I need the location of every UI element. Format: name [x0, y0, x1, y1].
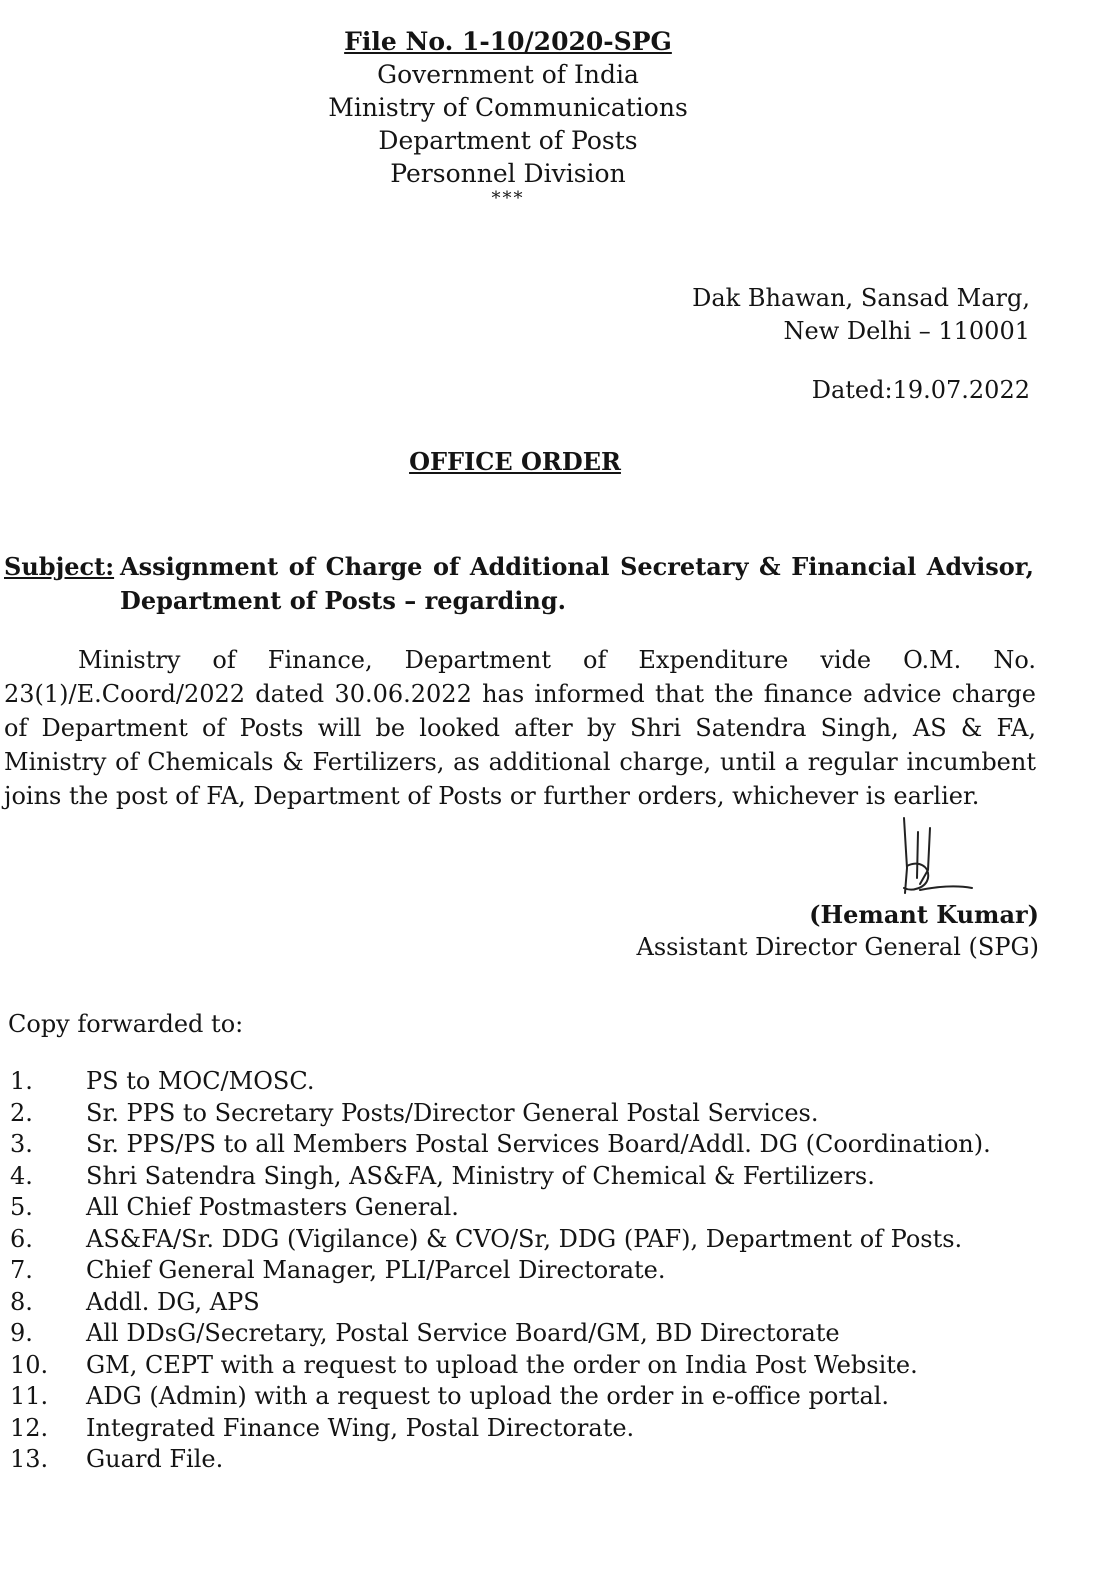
signature-image [890, 808, 990, 908]
subject-block [4, 550, 1034, 618]
list-item-number: 6. [10, 1224, 33, 1253]
signatory-block [637, 898, 1039, 964]
list-item [10, 1381, 1040, 1413]
body-paragraph [4, 643, 1036, 813]
subject-text: Assignment of Charge of Additional Secretary & Financial Advisor, Department of Posts – regarding. [120, 552, 1034, 615]
list-item-text: AS&FA/Sr. DDG (Vigilance) & CVO/Sr, DDG (PAF), Department of Posts. [86, 1224, 963, 1253]
list-item [10, 1192, 1040, 1224]
list-item [10, 1224, 1040, 1256]
address-line: Dak Bhawan, Sansad Marg, [692, 284, 1030, 312]
subject-label: Subject: [4, 552, 115, 581]
list-item-text: All Chief Postmasters General. [86, 1193, 459, 1221]
list-item-text: Sr. PPS to Secretary Posts/Director General Postal Services. [86, 1098, 819, 1127]
list-item-number: 9. [10, 1319, 33, 1347]
list-item-number: 12. [10, 1413, 49, 1442]
list-item [10, 1129, 1040, 1161]
list-item [10, 1413, 1040, 1445]
list-item [10, 1161, 1040, 1193]
list-item-text: Addl. DG, APS [86, 1287, 260, 1316]
list-item-text: PS to MOC/MOSC. [86, 1067, 315, 1095]
list-item-text: Sr. PPS/PS to all Members Postal Services Board/Addl. DG (Coordination). [86, 1130, 991, 1158]
letterhead-line: Ministry of Communications [328, 93, 688, 122]
list-item [10, 1066, 1040, 1098]
list-item-number: 3. [10, 1130, 33, 1158]
address-line: New Delhi – 110001 [783, 317, 1030, 345]
signatory-name: (Hemant Kumar) [809, 900, 1039, 929]
list-item [10, 1350, 1040, 1382]
copy-forwarded-list [10, 1066, 1040, 1476]
list-item [10, 1098, 1040, 1130]
list-item-text: GM, CEPT with a request to upload the order on India Post Website. [86, 1350, 918, 1379]
list-item-number: 7. [10, 1256, 33, 1284]
body-text: Ministry of Finance, Department of Expenditure vide O.M. No. 23(1)/E.Coord/2022 dated 30.06.2022 has informed that the finance advice charge of Department of Posts will be looked after by Shri Satendra Singh, AS & FA, Ministry of Chemicals & Fertilizers, as additional charge, until a regular incumbent joins the post of FA, Department of Posts or further orders, whichever is earlier. [4, 646, 1036, 810]
separator-stars: *** [491, 188, 525, 209]
list-item-number: 8. [10, 1287, 33, 1316]
list-item-number: 1. [10, 1067, 33, 1095]
list-item-number: 11. [10, 1382, 49, 1410]
list-item-text: Shri Satendra Singh, AS&FA, Ministry of Chemical & Fertilizers. [86, 1161, 875, 1190]
list-item-number: 2. [10, 1098, 33, 1127]
file-number: File No. 1-10/2020-SPG [344, 27, 672, 56]
list-item [10, 1287, 1040, 1319]
letterhead-line: Department of Posts [378, 126, 638, 155]
list-item-number: 5. [10, 1193, 33, 1221]
list-item-text: Chief General Manager, PLI/Parcel Directorate. [86, 1256, 666, 1284]
list-item-number: 13. [10, 1445, 49, 1473]
list-item-number: 10. [10, 1350, 49, 1379]
list-item-text: All DDsG/Secretary, Postal Service Board/GM, BD Directorate [86, 1319, 840, 1347]
list-item-text: ADG (Admin) with a request to upload the order in e-office portal. [86, 1382, 890, 1410]
list-item [10, 1255, 1040, 1287]
order-title: OFFICE ORDER [409, 447, 621, 476]
list-item-text: Guard File. [86, 1445, 224, 1473]
list-item [10, 1444, 1040, 1476]
letterhead-line: Personnel Division [390, 159, 626, 188]
date-value: 19.07.2022 [892, 376, 1030, 404]
letterhead-line: Government of India [377, 60, 639, 89]
date-line [812, 376, 1030, 404]
signatory-designation: Assistant Director General (SPG) [636, 933, 1039, 961]
letterhead [0, 25, 1016, 208]
list-item-number: 4. [10, 1161, 33, 1190]
date-label: Dated: [811, 376, 893, 404]
list-item [10, 1318, 1040, 1350]
list-item-text: Integrated Finance Wing, Postal Directorate. [86, 1413, 635, 1442]
copy-forwarded-label: Copy forwarded to: [8, 1010, 244, 1038]
office-address [692, 282, 1030, 348]
